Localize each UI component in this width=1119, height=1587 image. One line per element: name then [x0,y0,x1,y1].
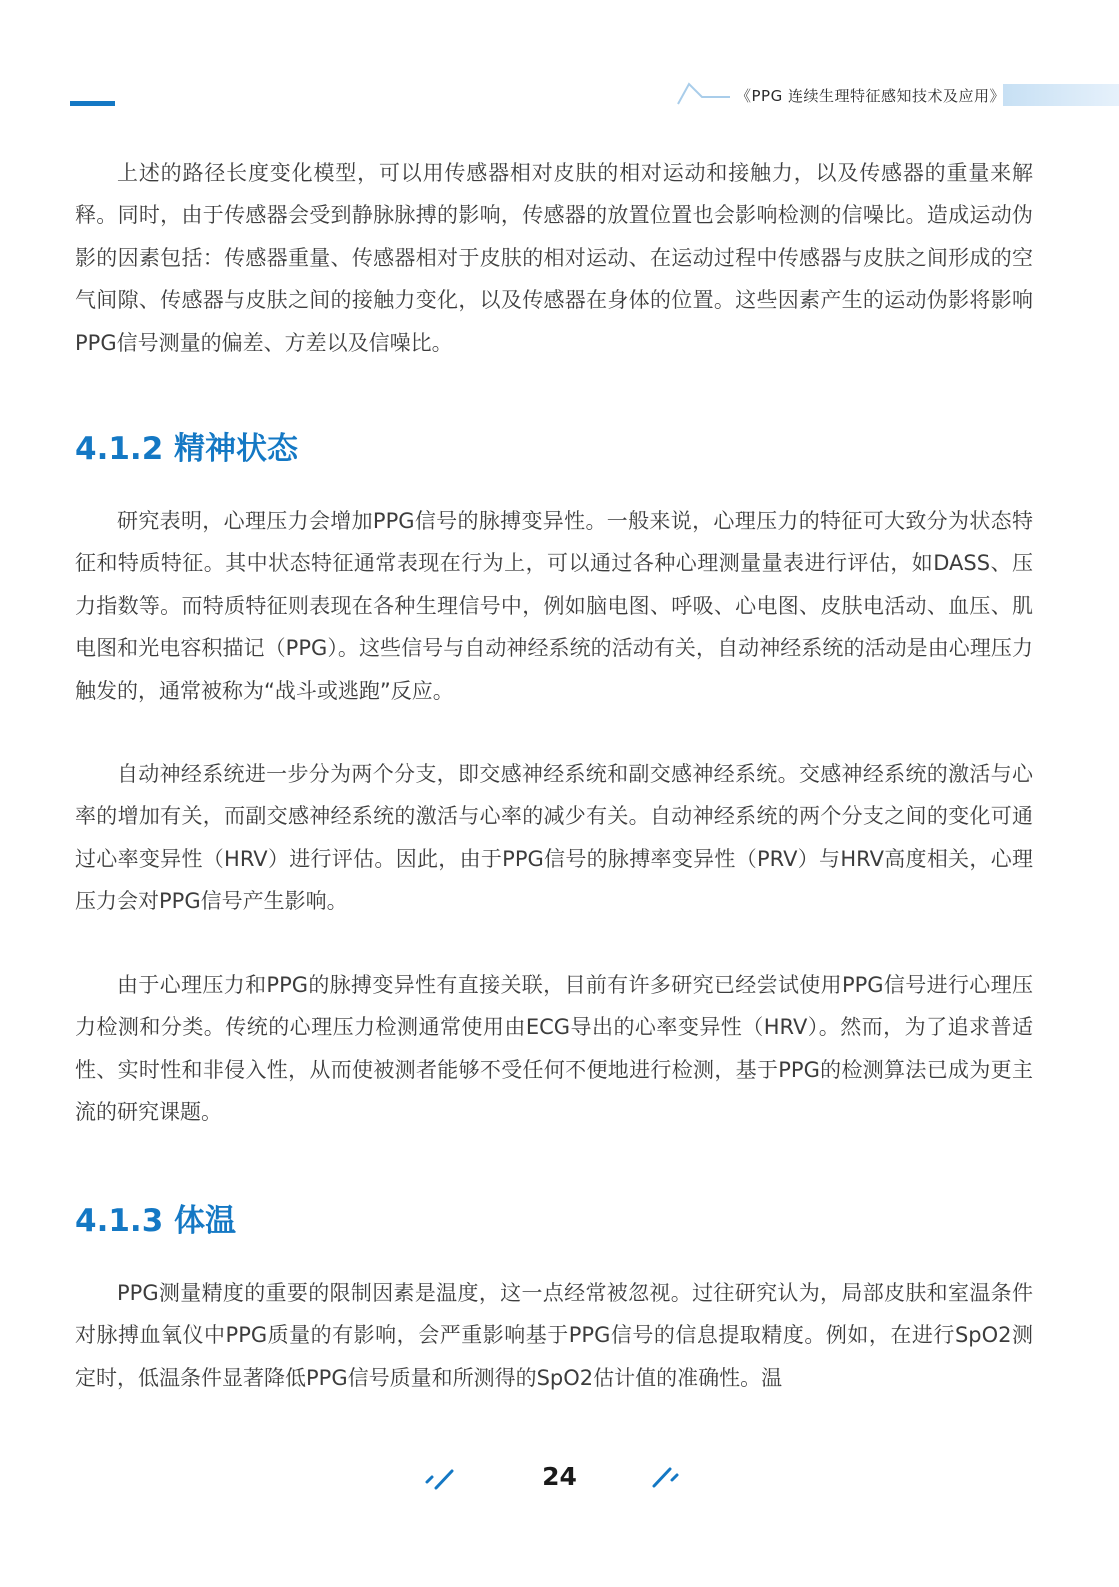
document-title: 《PPG 连续生理特征感知技术及应用》 [736,87,1005,105]
section-heading-mental-state: 4.1.2 精神状态 [75,431,299,467]
paragraph-temperature: PPG测量精度的重要的限制因素是温度，这一点经常被忽视。过往研究认为，局部皮肤和室温条件对脉搏血氧仪中PPG质量的有影响，会严重影响基于PPG信号的信息提取精度。例如，在进行SpO2测定时，低温条件显著降低PPG信号质量和所测得的SpO2估计值的准确性。温 [75,1281,1033,1390]
header-gradient-block [1003,84,1119,106]
header-accent-bar [70,101,115,106]
slash-decoration-icon [650,1466,682,1490]
paragraph-stress-detection: 由于心理压力和PPG的脉搏变异性有直接关联，目前有许多研究已经尝试使用PPG信号进行心理压力检测和分类。传统的心理压力检测通常使用由ECG导出的心率变异性（HRV）。然而，为了追求普适性、实时性和非侵入性，从而使被测者能够不受任何不便地进行检测，基于PPG的检测算法已成为更主流的研究课题。 [75,973,1033,1125]
section-heading-body-temperature: 4.1.3 体温 [75,1203,237,1239]
paragraph-autonomic-nervous-system: 自动神经系统进一步分为两个分支，即交感神经系统和副交感神经系统。交感神经系统的激活与心率的增加有关，而副交感神经系统的激活与心率的减少有关。自动神经系统的两个分支之间的变化可通过心率变异性（HRV）进行评估。因此，由于PPG信号的脉搏率变异性（PRV）与HRV高度相关，心理压力会对PPG信号产生影响。 [75,762,1033,914]
pulse-wave-icon [678,84,730,104]
paragraph-motion-artifacts: 上述的路径长度变化模型，可以用传感器相对皮肤的相对运动和接触力，以及传感器的重量来解释。同时，由于传感器会受到静脉脉搏的影响，传感器的放置位置也会影响检测的信噪比。造成运动伪影的因素包括：传感器重量、传感器相对于皮肤的相对运动、在运动过程中传感器与皮肤之间形成的空气间隙、传感器与皮肤之间的接触力变化，以及传感器在身体的位置。这些因素产生的运动伪影将影响PPG信号测量的偏差、方差以及信噪比。 [75,161,1033,355]
paragraph-mental-stress: 研究表明，心理压力会增加PPG信号的脉搏变异性。一般来说，心理压力的特征可大致分为状态特征和特质特征。其中状态特征通常表现在行为上，可以通过各种心理测量量表进行评估，如DASS、压力指数等。而特质特征则表现在各种生理信号中，例如脑电图、呼吸、心电图、皮肤电活动、血压、肌电图和光电容积描记（PPG）。这些信号与自动神经系统的活动有关，自动神经系统的活动是由心理压力触发的，通常被称为“战斗或逃跑”反应。 [75,509,1033,703]
page-header [0,0,1119,120]
page-number: 24 [542,1462,577,1491]
